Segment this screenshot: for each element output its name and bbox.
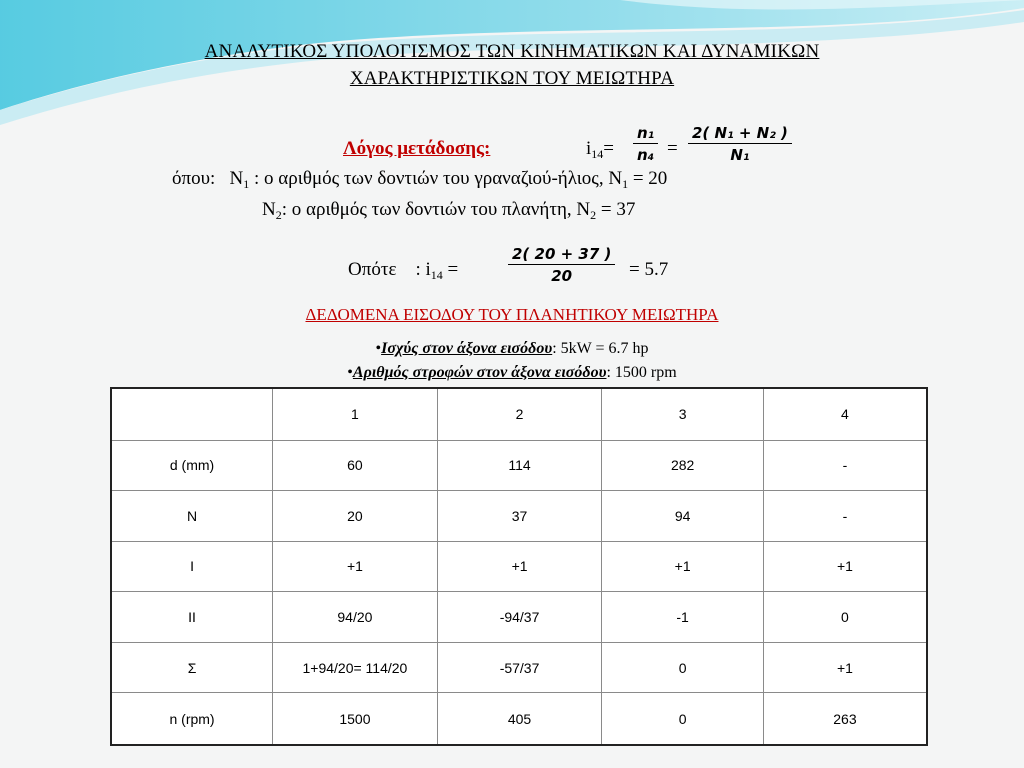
table-cell: 37 (437, 491, 602, 542)
table-cell: -94/37 (437, 592, 602, 643)
table-cell: +1 (273, 541, 438, 592)
table-row (111, 592, 927, 643)
table-cell: n (rpm) (111, 693, 273, 745)
ratio-fraction-2: $\frac{\text{2( N₁ + N₂ )}}{\text{N₁}}$ (688, 124, 792, 164)
table-cell: +1 (763, 642, 927, 693)
table-cell: - (763, 491, 927, 542)
table-cell: -1 (602, 592, 764, 643)
table-cell: 114 (437, 440, 602, 491)
table-cell: 1500 (273, 693, 438, 745)
table-row (111, 541, 927, 592)
table-cell: 282 (602, 440, 764, 491)
table-cell: I (111, 541, 273, 592)
table-cell: -57/37 (437, 642, 602, 693)
table-cell: 60 (273, 440, 438, 491)
table-cell: 94 (602, 491, 764, 542)
table-cell: 1 (273, 388, 438, 440)
table-row (111, 440, 927, 491)
table-cell: 94/20 (273, 592, 438, 643)
result-value: = 5.7 (629, 259, 669, 280)
table-cell: - (763, 440, 927, 491)
table-cell: II (111, 592, 273, 643)
table-cell: 4 (763, 388, 927, 440)
input-power: •Ισχύς στον άξονα εισόδου: 5kW = 6.7 hp (375, 340, 649, 357)
table-cell: 1+94/20= 114/20 (273, 642, 438, 693)
table-cell: 20 (273, 491, 438, 542)
ratio-symbol: $i_{14}=$ (586, 138, 614, 161)
input-speed: •Αριθμός στροφών στον άξονα εισόδου: 1500 rpm (347, 364, 677, 381)
result-line: Οπότε : $i_{14}$ = (348, 259, 459, 282)
where-n2-line: $N_2$: ο αριθμός των δοντιών του πλανήτη, $N_2 = 37$ (262, 199, 636, 222)
table-cell: +1 (763, 541, 927, 592)
input-data-heading: ΔΕΔΟΜΕΝΑ ΕΙΣΟΔΟΥ ΤΟΥ ΠΛΑΝΗΤΙΚΟΥ ΜΕΙΩΤΗΡΑ (305, 305, 719, 324)
table-cell: +1 (437, 541, 602, 592)
table-cell: 0 (763, 592, 927, 643)
table-cell: N (111, 491, 273, 542)
table-cell: Σ (111, 642, 273, 693)
table-cell: +1 (602, 541, 764, 592)
gear-data-table (110, 387, 928, 746)
ratio-label: Λόγος μετάδοσης: (343, 138, 491, 159)
table-cell: 3 (602, 388, 764, 440)
table-cell: 0 (602, 642, 764, 693)
table-cell (111, 388, 273, 440)
ratio-eq2: = (667, 138, 678, 159)
page-title-line2: ΧΑΡΑΚΤΗΡΙΣΤΙΚΩΝ ΤΟΥ ΜΕΙΩΤΗΡΑ (349, 68, 675, 89)
table-cell: 405 (437, 693, 602, 745)
ratio-fraction-1: $\frac{\text{n₁}}{\text{n₄}}$ (633, 124, 658, 164)
table-cell: d (mm) (111, 440, 273, 491)
table-row (111, 491, 927, 542)
table-cell: 0 (602, 693, 764, 745)
page-title-line1: ΑΝΑΛΥΤΙΚΟΣ ΥΠΟΛΟΓΙΣΜΟΣ ΤΩΝ ΚΙΝΗΜΑΤΙΚΩΝ ΚΑΙ ΔΥΝΑΜΙΚΩΝ (204, 41, 820, 62)
table-row (111, 642, 927, 693)
result-fraction: $\frac{2( 20 + 37 )}{20}$ (508, 245, 615, 285)
table-cell: 2 (437, 388, 602, 440)
table-cell: 263 (763, 693, 927, 745)
table-header-row (111, 388, 927, 440)
where-n1-line: όπου: $N_1$ : ο αριθμός των δοντιών του γραναζιού-ήλιος, $N_1 = 20$ (172, 168, 668, 191)
table-row (111, 693, 927, 745)
